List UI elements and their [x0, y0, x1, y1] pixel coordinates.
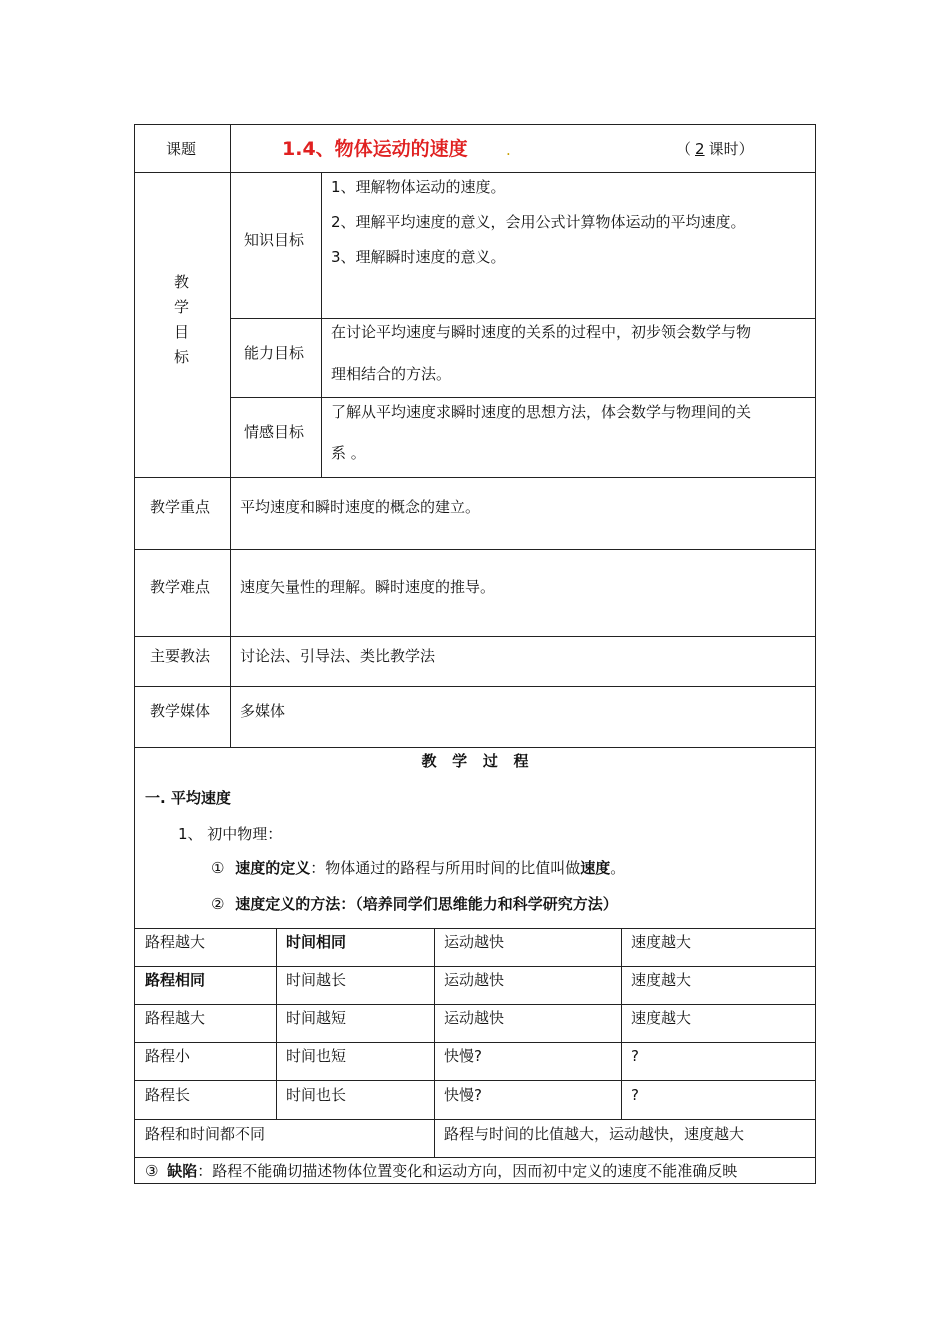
ability-goal-line-1: 在讨论平均速度与瞬时速度的关系的过程中，初步领会数学与物 — [331, 323, 752, 341]
cmp-r2-c1: 路程相同 — [145, 971, 206, 989]
speed-definition — [211, 858, 625, 878]
knowledge-goal-line-2: 2、理解平均速度的意义，会用公式计算物体运动的平均速度。 — [331, 213, 746, 231]
cmp-r3-c1: 路程越大 — [145, 1009, 206, 1027]
hours-prefix: （ — [676, 140, 692, 158]
media-value: 多媒体 — [240, 702, 286, 720]
topic-label: 课题 — [166, 140, 197, 158]
cmp-r5-c2: 时间也长 — [286, 1086, 347, 1104]
cmp-r2-c2: 时间越长 — [286, 971, 347, 989]
knowledge-goal-line-1: 1、理解物体运动的速度。 — [331, 178, 506, 196]
objectives-label-3: 目 — [174, 323, 190, 341]
cmp-r3-c3: 运动越快 — [444, 1009, 505, 1027]
key-points-value: 平均速度和瞬时速度的概念的建立。 — [240, 498, 481, 516]
objectives-label-4: 标 — [174, 348, 190, 366]
cmp-r3-c2: 时间越短 — [286, 1009, 347, 1027]
knowledge-goal-line-3: 3、理解瞬时速度的意义。 — [331, 248, 506, 266]
flaw-note — [145, 1161, 737, 1181]
method-marker: ② — [211, 895, 225, 913]
difficulties-label: 教学难点 — [150, 578, 211, 596]
emotion-goal-line-2: 系 。 — [331, 444, 366, 462]
cmp-r5-c1: 路程长 — [145, 1086, 191, 1104]
flaw-label: 缺陷 — [167, 1162, 198, 1180]
objectives-label-1: 教 — [174, 273, 190, 291]
hours-suffix: 课时） — [708, 140, 754, 158]
cmp-r5-c4: ? — [631, 1086, 639, 1104]
speed-method — [211, 894, 618, 914]
objectives-label-2: 学 — [174, 298, 190, 316]
flaw-text: ：路程不能确切描述物体位置变化和运动方向，因而初中定义的速度不能准确反映 — [197, 1162, 738, 1180]
def-term: 速度 — [580, 859, 611, 877]
method-label: 速度定义的方法： — [235, 895, 356, 913]
cmp-r2-c4: 速度越大 — [631, 971, 692, 989]
def-marker: ① — [211, 859, 225, 877]
knowledge-goal-label: 知识目标 — [244, 231, 305, 249]
media-label: 教学媒体 — [150, 702, 211, 720]
def-end: 。 — [610, 859, 626, 877]
lesson-hours — [676, 139, 754, 159]
cmp-r5-c3: 快慢? — [444, 1086, 482, 1104]
cmp-r1-c1: 路程越大 — [145, 933, 206, 951]
difficulties-value: 速度矢量性的理解。瞬时速度的推导。 — [240, 578, 496, 596]
methods-label: 主要教法 — [150, 647, 211, 665]
def-text: ：物体通过的路程与所用时间的比值叫做 — [310, 859, 581, 877]
key-points-label: 教学重点 — [150, 498, 211, 516]
hours-value: 2 — [695, 140, 705, 158]
cmp-r1-c4: 速度越大 — [631, 933, 692, 951]
flaw-marker: ③ — [145, 1162, 159, 1180]
cmp-r4-c1: 路程小 — [145, 1047, 191, 1065]
cmp-last-right: 路程与时间的比值越大，运动越快，速度越大 — [444, 1125, 745, 1143]
junior-physics-item: 1、 初中物理： — [178, 825, 283, 843]
emotion-goal-line-1: 了解从平均速度求瞬时速度的思想方法，体会数学与物理间的关 — [331, 403, 752, 421]
cmp-r4-c4: ? — [631, 1047, 639, 1065]
section-average-speed: 一. 平均速度 — [145, 789, 231, 807]
ability-goal-label: 能力目标 — [244, 344, 305, 362]
methods-value: 讨论法、引导法、类比教学法 — [240, 647, 436, 665]
cmp-r4-c2: 时间也短 — [286, 1047, 347, 1065]
cmp-r4-c3: 快慢? — [444, 1047, 482, 1065]
def-label: 速度的定义 — [235, 859, 311, 877]
title-mark: . — [506, 141, 511, 159]
cmp-r1-c2: 时间相同 — [286, 933, 347, 951]
cmp-r3-c4: 速度越大 — [631, 1009, 692, 1027]
cmp-r1-c3: 运动越快 — [444, 933, 505, 951]
ability-goal-line-2: 理相结合的方法。 — [331, 365, 452, 383]
lesson-title: 1.4、物体运动的速度 — [282, 138, 468, 160]
cmp-last-left: 路程和时间都不同 — [145, 1125, 266, 1143]
emotion-goal-label: 情感目标 — [244, 423, 305, 441]
process-heading: 教 学 过 程 — [421, 752, 529, 770]
cmp-r2-c3: 运动越快 — [444, 971, 505, 989]
method-note: （培养同学们思维能力和科学研究方法） — [355, 895, 618, 913]
